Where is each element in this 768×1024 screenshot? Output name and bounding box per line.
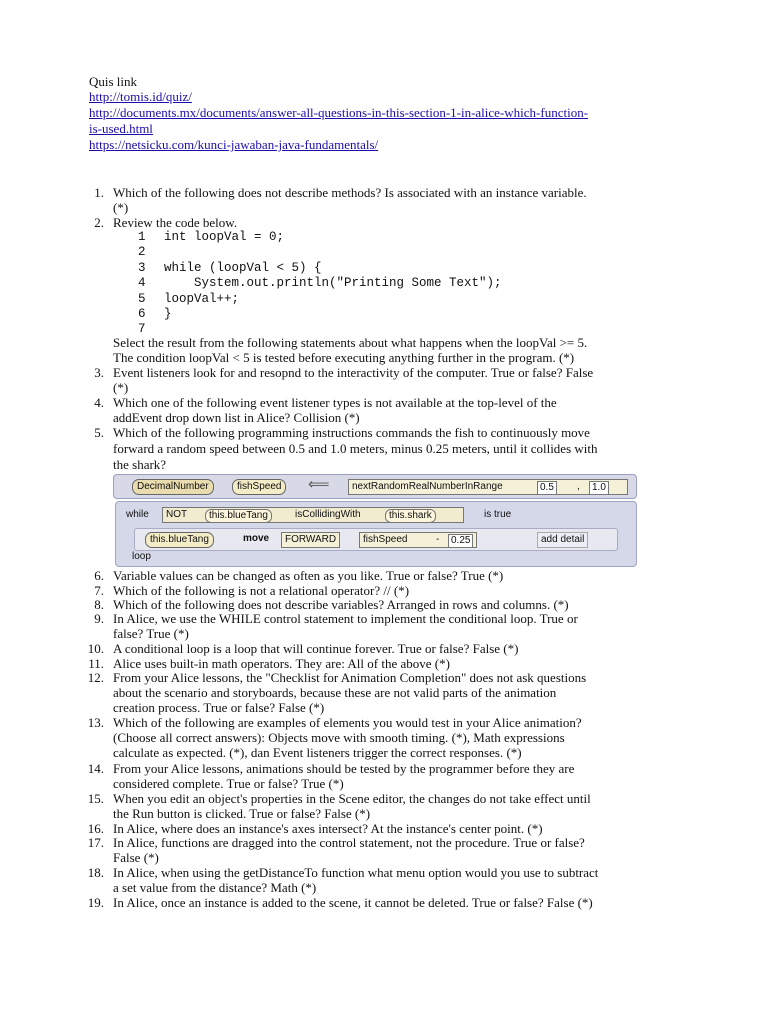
question-line: In Alice, where does an instance's axes intersect? At the instance's center point. (*) — [113, 821, 543, 836]
question-line: Review the code below. — [113, 215, 238, 230]
question-line: the shark? — [113, 457, 167, 472]
question-number: 17. — [87, 835, 104, 850]
question-number: 14. — [87, 761, 104, 776]
subtract-value: 0.25 — [448, 534, 473, 548]
question-line: From your Alice lessons, the "Checklist for Animation Completion" does not ask questions — [113, 670, 587, 685]
question-number: 19. — [87, 895, 104, 910]
random-function-box — [348, 479, 628, 495]
code-line — [138, 230, 284, 246]
move-procedure: move — [243, 533, 270, 544]
question-line: Variable values can be changed as often as you like. True or false? True (*) — [113, 568, 504, 583]
doc-title: Quis link — [89, 74, 138, 89]
code-text: int loopVal = 0; — [164, 230, 285, 244]
code-text: loopVal++; — [164, 292, 240, 306]
question-line: Event listeners look for and resopnd to the interactivity of the computer. True or false? False — [113, 365, 594, 380]
question-line: (Choose all correct answers): Objects move with smooth timing. (*), Math expressions — [113, 730, 565, 745]
question-line: Which of the following is not a relational operator? // (*) — [113, 583, 410, 598]
alice-code-block — [113, 474, 638, 566]
question-number: 5. — [94, 425, 104, 440]
code-text: } — [164, 307, 172, 321]
question-line: Which one of the following event listener types is not available at the top-level of the — [113, 395, 557, 410]
link-documents[interactable]: http://documents.mx/documents/answer-all-questions-in-this-section-1-in-alice-which-function- — [89, 105, 589, 120]
question-number: 13. — [87, 715, 104, 730]
question-line: In Alice, functions are dragged into the control statement, not the procedure. True or false? — [113, 835, 585, 850]
is-true-label: is true — [484, 509, 512, 520]
min-value: 0.5 — [537, 481, 557, 495]
while-loop-block — [115, 501, 637, 567]
question-line: Select the result from the following statements about what happens when the loopVal >= 5. — [113, 335, 588, 350]
loop-label: loop — [132, 551, 151, 562]
question-number: 4. — [94, 395, 104, 410]
question-number: 2. — [94, 215, 104, 230]
max-value: 1.0 — [589, 481, 609, 495]
comma-separator: , — [577, 481, 580, 492]
question-number: 3. — [94, 365, 104, 380]
code-line-number: 5 — [138, 292, 146, 306]
type-pill: DecimalNumber — [132, 479, 214, 495]
minus-operator: - — [436, 534, 440, 545]
code-line-number: 1 — [138, 230, 146, 244]
link-tomis[interactable]: http://tomis.id/quiz/ — [89, 89, 192, 104]
question-number: 1. — [94, 185, 104, 200]
question-line: false? True (*) — [113, 626, 189, 641]
question-line: calculate as expected. (*), dan Event listeners trigger the correct responses. (*) — [113, 745, 522, 760]
question-line: From your Alice lessons, animations should be tested by the programmer before they are — [113, 761, 575, 776]
question-number: 16. — [87, 821, 104, 836]
not-keyword: NOT — [166, 509, 188, 520]
code-line — [138, 261, 322, 277]
variable-pill: fishSpeed — [232, 479, 286, 495]
question-line: In Alice, once an instance is added to the scene, it cannot be deleted. True or false? False (*) — [113, 895, 593, 910]
question-number: 15. — [87, 791, 104, 806]
object-pill: this.blueTang — [205, 509, 272, 523]
code-line-number: 3 — [138, 261, 146, 275]
question-line: creation process. True or false? False (*) — [113, 700, 325, 715]
question-number: 9. — [94, 611, 104, 626]
object-pill: this.blueTang — [145, 532, 214, 548]
question-line: When you edit an object's properties in the Scene editor, the changes do not take effect until — [113, 791, 591, 806]
code-text: System.out.println("Printing Some Text"); — [164, 276, 502, 290]
function-name: nextRandomRealNumberInRange — [352, 481, 503, 492]
question-line: Alice uses built-in math operators. They are: All of the above (*) — [113, 656, 450, 671]
code-line-number: 7 — [138, 322, 146, 336]
question-line: False (*) — [113, 850, 159, 865]
question-line: (*) — [113, 200, 129, 215]
amount-expression — [359, 532, 477, 548]
direction-box: FORWARD — [281, 532, 340, 548]
question-line: about the scenario and storyboards, because these are not valid parts of the animation — [113, 685, 557, 700]
variable-assign-row — [113, 474, 637, 499]
object-pill: this.shark — [385, 509, 436, 523]
question-number: 7. — [94, 583, 104, 598]
question-line: a set value from the distance? Math (*) — [113, 880, 317, 895]
condition-box — [162, 507, 464, 523]
question-line: addEvent drop down list in Alice? Collision (*) — [113, 410, 360, 425]
loop-body — [134, 528, 618, 551]
code-line — [138, 245, 164, 261]
question-line: Which of the following does not describe variables? Arranged in rows and columns. (*) — [113, 597, 569, 612]
question-number: 12. — [87, 670, 104, 685]
while-keyword: while — [126, 509, 149, 520]
question-line: the Run button is clicked. True or false? False (*) — [113, 806, 371, 821]
question-number: 8. — [94, 597, 104, 612]
question-line: (*) — [113, 380, 129, 395]
code-text: while (loopVal < 5) { — [164, 261, 322, 275]
code-line-number: 2 — [138, 245, 146, 259]
question-number: 6. — [94, 568, 104, 583]
question-number: 18. — [87, 865, 104, 880]
question-line: Which of the following are examples of elements you would test in your Alice animation? — [113, 715, 582, 730]
link-documents-cont[interactable]: is-used.html — [89, 121, 153, 136]
code-line-number: 6 — [138, 307, 146, 321]
code-line — [138, 292, 239, 308]
question-number: 10. — [87, 641, 104, 656]
question-line: In Alice, we use the WHILE control statement to implement the conditional loop. True or — [113, 611, 578, 626]
question-line: The condition loopVal < 5 is tested before executing anything further in the program. (*) — [113, 350, 575, 365]
question-number: 11. — [88, 656, 104, 671]
code-line — [138, 307, 172, 323]
variable-pill: fishSpeed — [363, 534, 408, 545]
add-detail-button[interactable]: add detail — [537, 532, 588, 548]
code-line — [138, 276, 502, 292]
link-netsicku[interactable]: https://netsicku.com/kunci-jawaban-java-fundamentals/ — [89, 137, 379, 152]
question-line: considered complete. True or false? True (*) — [113, 776, 344, 791]
question-line: In Alice, when using the getDistanceTo function what menu option would you use to subtract — [113, 865, 599, 880]
question-line: forward a random speed between 0.5 and 1.0 meters, minus 0.25 meters, until it collides with — [113, 441, 598, 456]
question-line: Which of the following does not describe methods? Is associated with an instance variable. — [113, 185, 587, 200]
colliding-function: isCollidingWith — [295, 509, 361, 520]
code-line-number: 4 — [138, 276, 146, 290]
assign-arrow-icon: ⟸ — [308, 476, 330, 493]
question-line: A conditional loop is a loop that will continue forever. True or false? False (*) — [113, 641, 519, 656]
question-line: Which of the following programming instructions commands the fish to continuously move — [113, 425, 590, 440]
